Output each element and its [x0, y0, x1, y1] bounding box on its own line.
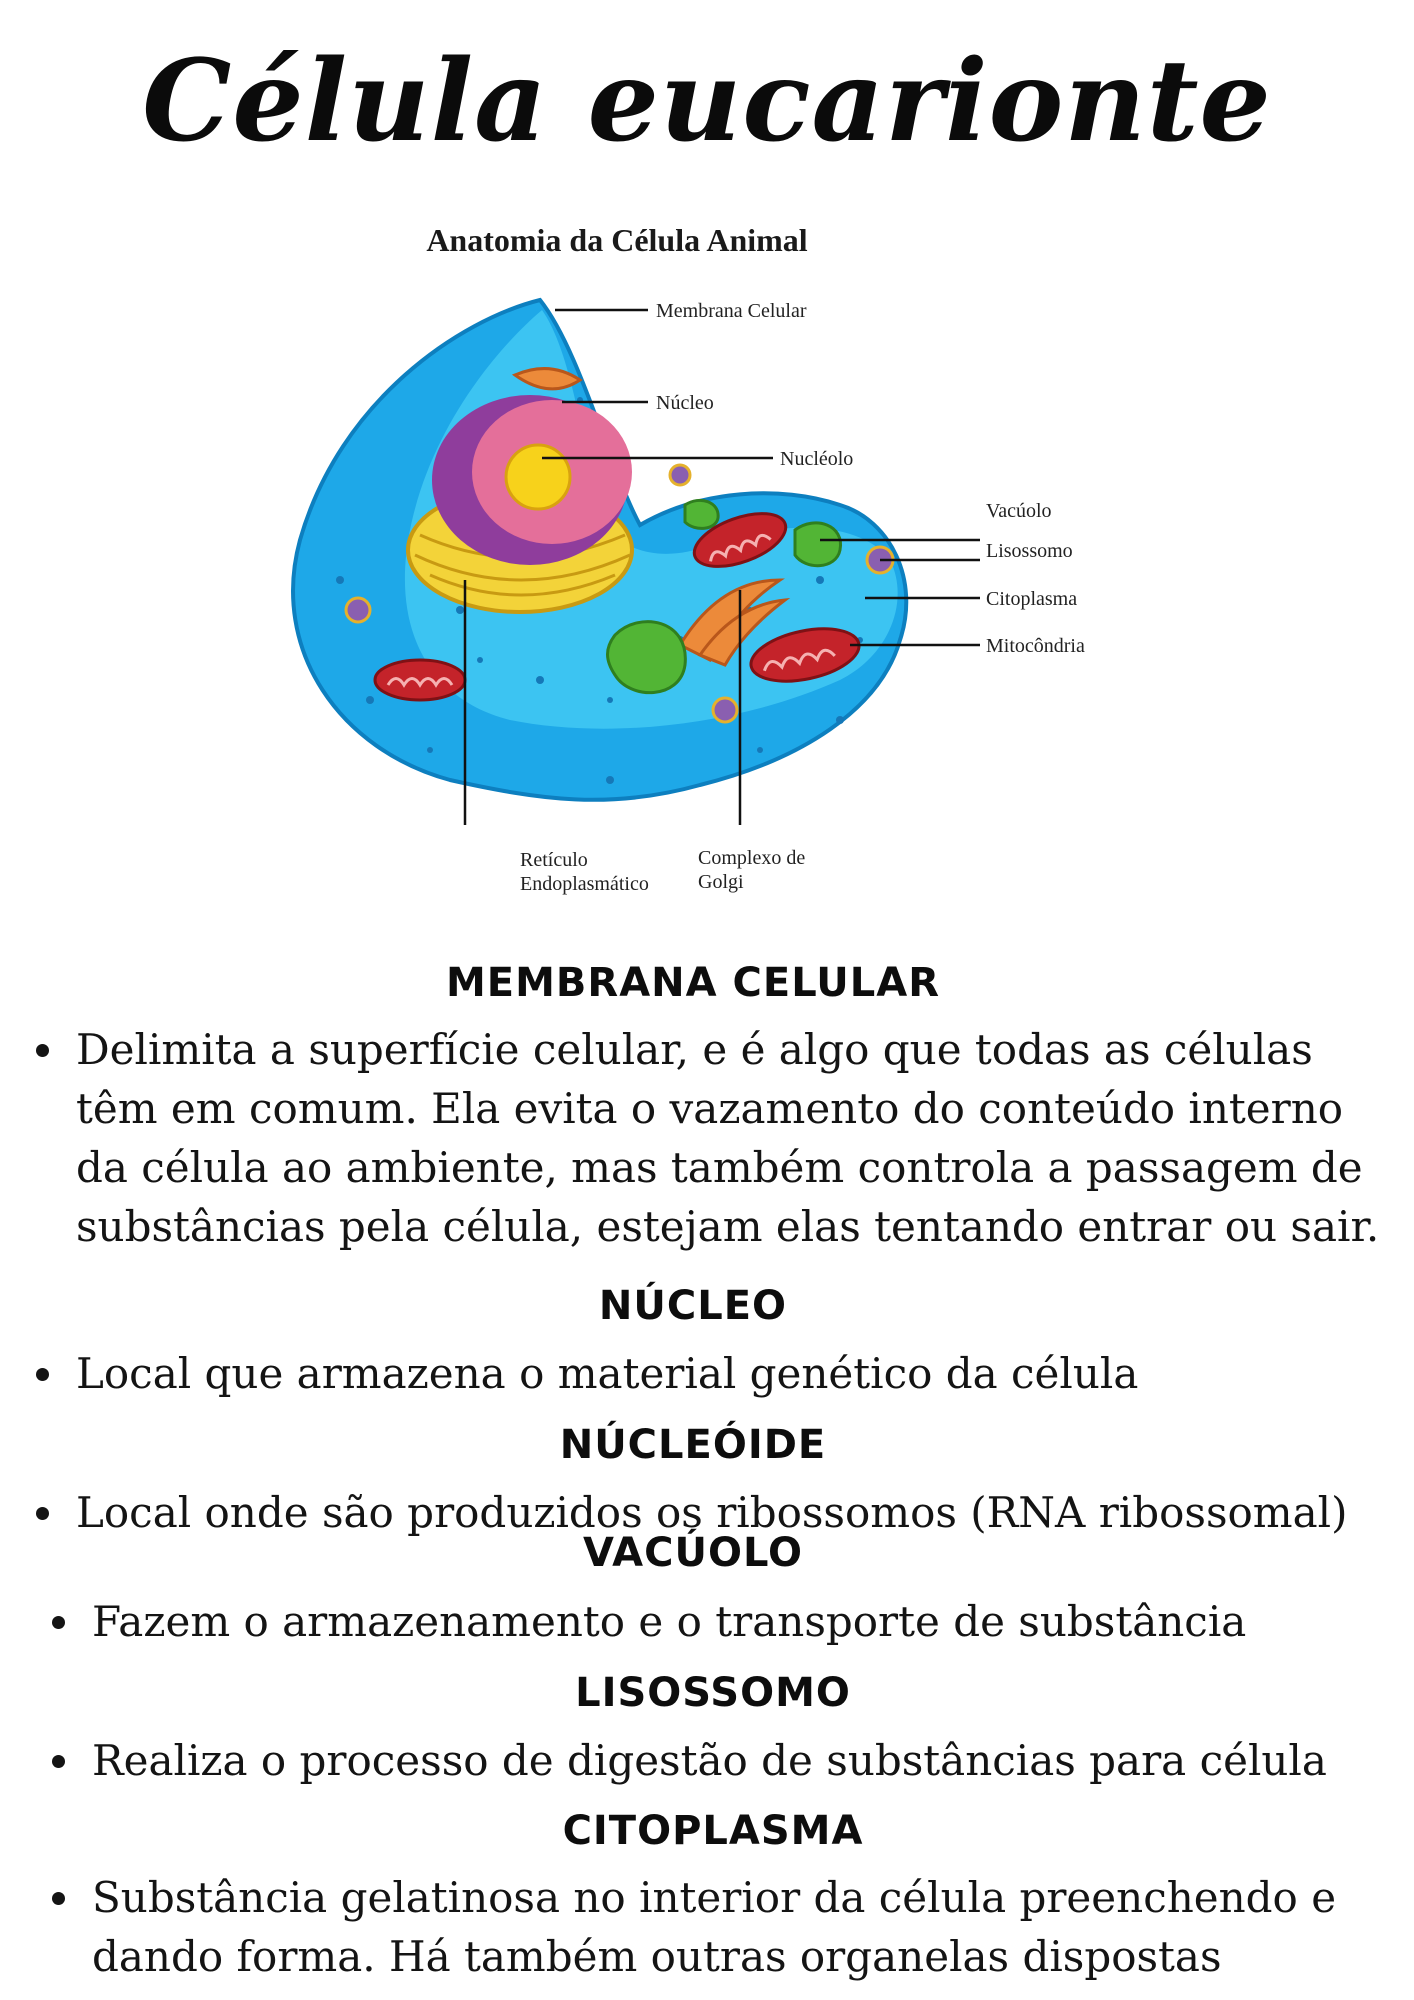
cell-diagram	[280, 280, 1140, 920]
label-mitocondria: Mitocôndria	[986, 635, 1085, 657]
nucleo-line-1: Local que armazena o material genético da célula	[76, 1349, 1139, 1398]
section-heading-citoplasma: CITOPLASMA	[562, 1808, 864, 1854]
label-nucleolo: Nucléolo	[780, 448, 854, 470]
section-heading-lisossomo: LISOSSOMO	[575, 1670, 851, 1716]
membrana-line-1: Delimita a superfície celular, e é algo que todas as células	[76, 1025, 1313, 1074]
membrana-line-3: da célula ao ambiente, mas também controla a passagem de	[76, 1143, 1363, 1192]
bullet-membrana-celular	[30, 1020, 1414, 1256]
section-heading-membrana-celular: MEMBRANA CELULAR	[445, 960, 940, 1006]
vacuolo-line-1: Fazem o armazenamento e o transporte de substância	[92, 1597, 1247, 1646]
lysosome-4	[670, 465, 690, 485]
lisossomo-line-1: Realiza o processo de digestão de substâncias para célula	[92, 1736, 1327, 1785]
mitochondrion-3	[375, 660, 465, 700]
bullet-nucleo	[30, 1344, 1414, 1403]
label-golgi-line1: Complexo de	[698, 847, 806, 869]
lysosome-3	[346, 598, 370, 622]
label-reticulo-line1: Retículo	[520, 849, 588, 871]
section-heading-vacuolo: VACÚOLO	[582, 1530, 804, 1576]
membrana-line-4: substâncias pela célula, estejam elas tentando entrar ou sair.	[76, 1202, 1380, 1251]
bullet-citoplasma	[46, 1868, 1414, 1986]
bullet-lisossomo	[46, 1731, 1414, 1790]
nucleoide-line-1: Local onde são produzidos os ribossomos (RNA ribossomal)	[76, 1488, 1348, 1537]
label-nucleo: Núcleo	[656, 392, 714, 414]
label-membrana: Membrana Celular	[656, 300, 807, 322]
bullet-vacuolo	[46, 1592, 1414, 1651]
vacuole-2	[795, 523, 841, 566]
membrana-line-2: têm em comum. Ela evita o vazamento do conteúdo interno	[76, 1084, 1344, 1133]
vacuole-1	[608, 622, 686, 693]
label-lisossomo: Lisossomo	[986, 540, 1073, 562]
label-citoplasma: Citoplasma	[986, 588, 1078, 610]
citoplasma-line-1: Substância gelatinosa no interior da célula preenchendo e	[92, 1873, 1337, 1922]
label-vacuolo: Vacúolo	[986, 500, 1052, 522]
section-heading-nucleo: NÚCLEO	[598, 1283, 788, 1329]
label-golgi-line2: Golgi	[698, 871, 744, 893]
figure-title: Anatomia da Célula Animal	[426, 222, 808, 258]
vacuole-3	[685, 500, 718, 528]
page-title: Célula eucarionte	[142, 36, 1272, 167]
label-reticulo-line2: Endoplasmático	[520, 873, 649, 895]
section-heading-nucleoide: NÚCLEÓIDE	[559, 1422, 827, 1468]
lysosome-2	[713, 698, 737, 722]
citoplasma-line-2: dando forma. Há também outras organelas dispostas	[92, 1932, 1222, 1981]
